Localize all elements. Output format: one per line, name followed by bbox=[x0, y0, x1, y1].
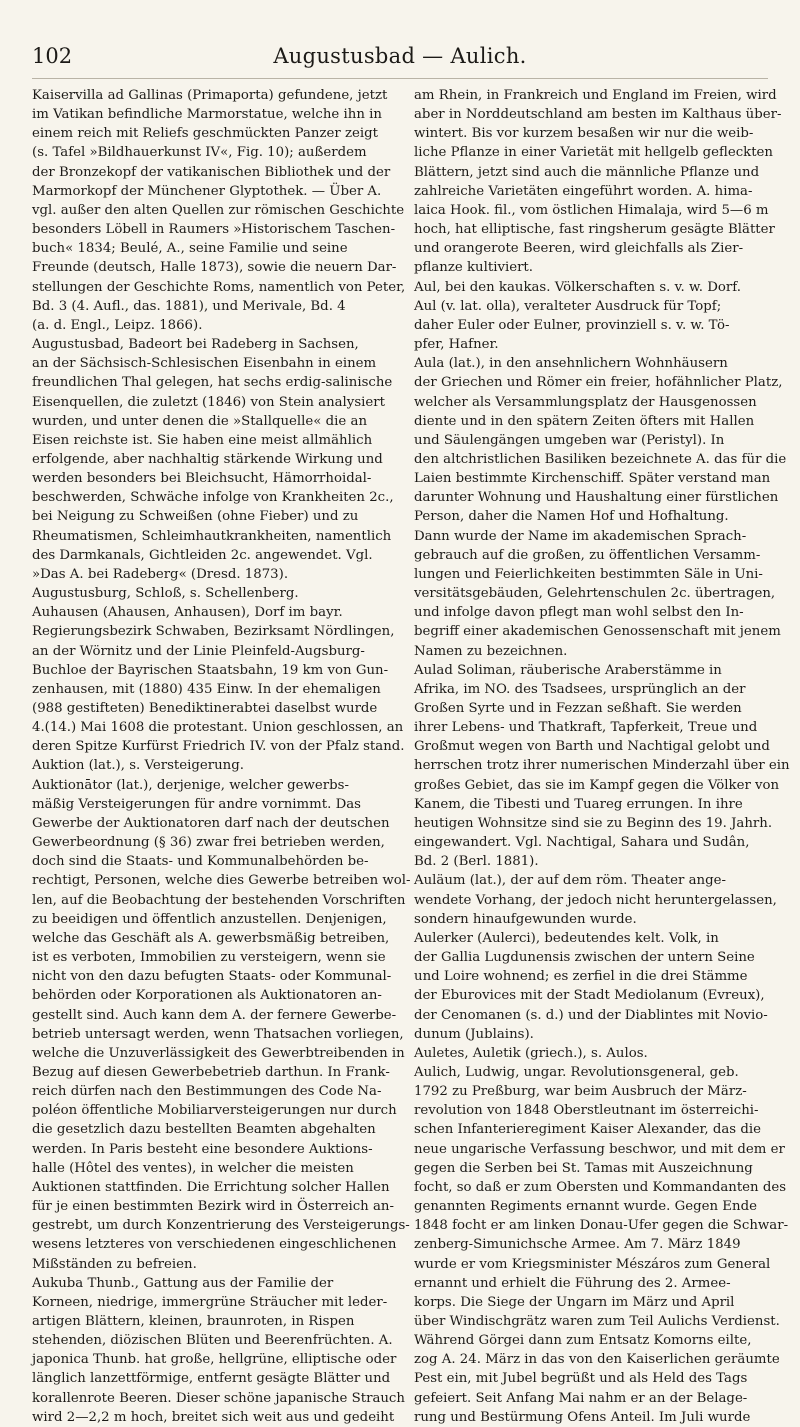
text-line: Rheumatismen, Schleimhautkrankheiten, namentlich bbox=[32, 528, 392, 544]
text-line: Afrika, im NO. des Tsadsees, ursprünglich an der bbox=[414, 681, 746, 697]
text-line: Großmut wegen von Barth und Nachtigal gelobt und bbox=[414, 739, 770, 755]
text-line: wird 2—2,2 m hoch, breitet sich weit aus und gedeiht bbox=[32, 1409, 395, 1425]
text-line: an der Sächsisch-Schlesischen Eisenbahn in einem bbox=[32, 356, 377, 372]
text-line: gebrauch auf die großen, zu öffentlichen Versamm- bbox=[414, 547, 761, 563]
text-line: laica Hook. fil., vom östlichen Himalaja, wird 5—6 m bbox=[414, 202, 769, 218]
text-line: Aula (lat.), in den ansehnlichern Wohnhäusern bbox=[414, 356, 728, 372]
text-line: zog A. 24. März in das von den Kaiserlichen geräumte bbox=[414, 1352, 780, 1368]
text-line: Auläum (lat.), der auf dem röm. Theater ange- bbox=[414, 873, 726, 889]
text-line: lungen und Feierlichkeiten bestimmten Säle in Uni- bbox=[414, 566, 763, 582]
text-line: japonica Thunb. hat große, hellgrüne, elliptische oder bbox=[32, 1352, 397, 1368]
text-line: Bezug auf diesen Gewerbebetrieb darthun. In Frank- bbox=[32, 1064, 390, 1080]
text-line: versitätsgebäuden, Gelehrtenschulen 2c. übertragen, bbox=[414, 586, 776, 602]
left-column bbox=[32, 86, 411, 1425]
text-line: eingewandert. Vgl. Nachtigal, Sahara und Sudân, bbox=[414, 835, 750, 851]
text-line: Blättern, jetzt sind auch die männliche Pflanze und bbox=[414, 164, 760, 180]
text-line: an der Wörnitz und der Linie Pleinfeld-Augsburg- bbox=[32, 643, 365, 659]
text-line: und infolge davon pflegt man wohl selbst den In- bbox=[414, 605, 744, 621]
text-line: len, auf die Beobachtung der bestehenden Vorschriften bbox=[32, 892, 406, 908]
text-line: und Loire wohnend; es zerfiel in die drei Stämme bbox=[414, 969, 748, 985]
text-line: am Rhein, in Frankreich und England im Freien, wird bbox=[414, 88, 777, 103]
text-line: Aulad Soliman, räuberische Araberstämme in bbox=[414, 662, 722, 678]
text-line: (a. d. Engl., Leipz. 1866). bbox=[32, 317, 203, 333]
text-line: großes Gebiet, das sie im Kampf gegen die Völker von bbox=[414, 777, 780, 793]
text-line: im Vatikan befindliche Marmorstatue, welche ihn in bbox=[32, 107, 382, 123]
text-line: der Cenomanen (s. d.) und der Diablintes mit Novio- bbox=[414, 1007, 768, 1023]
text-line: Augustusburg, Schloß, s. Schellenberg. bbox=[32, 586, 299, 602]
text-line: Auktion (lat.), s. Versteigerung. bbox=[32, 758, 244, 774]
text-line: herrschen trotz ihrer numerischen Minderzahl über ein bbox=[414, 758, 790, 774]
text-line: Aulich, Ludwig, ungar. Revolutionsgeneral, geb. bbox=[414, 1064, 739, 1080]
text-line: wurden, und unter denen die »Stallquelle« die an bbox=[32, 413, 368, 429]
text-line: zu beeidigen und öffentlich anzustellen. Denjenigen, bbox=[32, 911, 387, 927]
text-line: betrieb untersagt werden, wenn Thatsachen vorliegen, bbox=[32, 1026, 404, 1042]
text-line: doch sind die Staats- und Kommunalbehörden be- bbox=[32, 854, 369, 870]
text-line: Kanem, die Tibesti und Tuareg errungen. In ihre bbox=[414, 796, 743, 812]
text-line: liche Pflanze in einer Varietät mit hellgelb gefleckten bbox=[414, 145, 773, 161]
text-line: Auletes, Auletik (griech.), s. Aulos. bbox=[414, 1045, 648, 1061]
text-line: genannten Regiments ernannt wurde. Gegen Ende bbox=[414, 1199, 757, 1215]
text-line: wesens letzteres von verschiedenen eingeschlichenen bbox=[32, 1237, 397, 1253]
text-line: Augustusbad, Badeort bei Radeberg in Sachsen, bbox=[32, 337, 359, 353]
text-line: halle (Hôtel des ventes), in welcher die meisten bbox=[32, 1160, 354, 1176]
text-line: Eisenquellen, die zuletzt (1846) von Stein analysiert bbox=[32, 394, 385, 410]
text-line: rung und Bestürmung Ofens Anteil. Im Juli wurde bbox=[414, 1409, 751, 1425]
text-line: Auktionātor (lat.), derjenige, welcher gewerbs- bbox=[32, 777, 349, 793]
text-line: rechtigt, Personen, welche dies Gewerbe betreiben wol- bbox=[32, 873, 411, 889]
text-line: neue ungarische Verfassung beschwor, und mit dem er bbox=[414, 1141, 785, 1157]
text-line: begriff einer akademischen Genossenschaft mit jenem bbox=[414, 624, 781, 640]
text-columns bbox=[32, 86, 790, 1425]
text-line: werden besonders bei Bleichsucht, Hämorrhoidal- bbox=[32, 471, 372, 487]
text-line: Während Görgei dann zum Entsatz Komorns eilte, bbox=[414, 1333, 752, 1349]
text-line: vgl. außer den alten Quellen zur römischen Geschichte bbox=[32, 202, 405, 218]
text-line: Kaiservilla ad Gallinas (Primaporta) gefundene, jetzt bbox=[32, 88, 388, 103]
text-line: Gewerbeordnung (§ 36) zwar frei betrieben werden, bbox=[32, 835, 385, 851]
text-line: daher Euler oder Eulner, provinziell s. v. w. Tö- bbox=[414, 317, 730, 333]
text-line: Buchloe der Bayrischen Staatsbahn, 19 km von Gun- bbox=[32, 662, 389, 678]
text-line: (988 gestifteten) Benediktinerabtei daselbst wurde bbox=[32, 701, 378, 716]
text-line: länglich lanzettförmige, entfernt gesägte Blätter und bbox=[32, 1371, 391, 1387]
text-line: welche das Geschäft als A. gewerbsmäßig betreiben, bbox=[32, 930, 390, 946]
text-line: zenberg-Simunichsche Armee. Am 7. März 1849 bbox=[414, 1237, 741, 1253]
text-line: stellungen der Geschichte Roms, namentlich von Peter, bbox=[32, 279, 406, 295]
text-line: darunter Wohnung und Haushaltung einer fürstlichen bbox=[414, 490, 779, 506]
text-line: einem reich mit Reliefs geschmückten Panzer zeigt bbox=[32, 126, 378, 142]
text-line: zahlreiche Varietäten eingeführt worden. A. hima- bbox=[414, 183, 753, 199]
text-line: 1792 zu Preßburg, war beim Ausbruch der März- bbox=[414, 1084, 747, 1100]
text-line: der Eburovices mit der Stadt Mediolanum (Evreux), bbox=[414, 988, 765, 1004]
text-line: diente und in den spätern Zeiten öfters mit Hallen bbox=[414, 413, 755, 429]
text-line: der Gallia Lugdunensis zwischen der untern Seine bbox=[414, 950, 755, 966]
text-line: der Bronzekopf der vatikanischen Bibliothek und der bbox=[32, 164, 391, 180]
text-line: ist es verboten, Immobilien zu versteigern, wenn sie bbox=[32, 950, 386, 966]
text-line: buch« 1834; Beulé, A., seine Familie und seine bbox=[32, 241, 348, 257]
text-line: korallenrote Beeren. Dieser schöne japanische Strauch bbox=[32, 1390, 405, 1406]
text-line: der Griechen und Römer ein freier, hofähnlicher Platz, bbox=[414, 375, 783, 391]
text-line: und orangerote Beeren, wird gleichfalls als Zier- bbox=[414, 241, 744, 257]
text-line: gestellt sind. Auch kann dem A. der fernere Gewerbe- bbox=[32, 1007, 397, 1023]
text-line: 1848 focht er am linken Donau-Ufer gegen die Schwar- bbox=[414, 1218, 789, 1234]
text-line: ihrer Lebens- und Thatkraft, Tapferkeit, Treue und bbox=[414, 720, 758, 736]
page-header bbox=[32, 44, 768, 79]
text-line: freundlichen Thal gelegen, hat sechs erdig-salinische bbox=[32, 375, 393, 391]
text-line: welcher als Versammlungsplatz der Hausgenossen bbox=[414, 394, 757, 410]
text-line: heutigen Wohnsitze sind sie zu Beginn des 19. Jahrh. bbox=[414, 815, 773, 831]
text-line: Auktionen stattfinden. Die Errichtung solcher Hallen bbox=[32, 1179, 390, 1195]
text-line: Aulerker (Aulerci), bedeutendes kelt. Volk, in bbox=[414, 930, 719, 946]
text-line: und Säulengängen umgeben war (Peristyl). In bbox=[414, 432, 725, 448]
text-line: behörden oder Korporationen als Auktionatoren an- bbox=[32, 988, 382, 1004]
text-line: reich dürfen nach den Bestimmungen des Code Na- bbox=[32, 1084, 382, 1100]
text-line: gestrebt, um durch Konzentrierung des Versteigerungs- bbox=[32, 1218, 410, 1234]
text-line: Regierungsbezirk Schwaben, Bezirksamt Nördlingen, bbox=[32, 624, 395, 640]
text-line: artigen Blättern, kleinen, braunroten, in Rispen bbox=[32, 1314, 355, 1329]
text-line: deren Spitze Kurfürst Friedrich IV. von der Pfalz stand. bbox=[32, 739, 405, 755]
text-line: beschwerden, Schwäche infolge von Krankheiten 2c., bbox=[32, 490, 394, 506]
text-line: Gewerbe der Auktionatoren darf nach der deutschen bbox=[32, 815, 390, 831]
text-line: den altchristlichen Basiliken bezeichnete A. das für die bbox=[414, 451, 787, 467]
text-line: erfolgende, aber nachhaltig stärkende Wirkung und bbox=[32, 451, 383, 467]
text-line: bei Neigung zu Schweißen (ohne Fieber) und zu bbox=[32, 509, 359, 525]
text-line: wurde er vom Kriegsminister Mészáros zum General bbox=[414, 1256, 771, 1272]
text-line: die gesetzlich dazu bestellten Beamten abgehalten bbox=[32, 1122, 376, 1138]
text-line: aber in Norddeutschland am besten im Kalthaus über- bbox=[414, 107, 782, 123]
text-line: hoch, hat elliptische, fast ringsherum gesägte Blätter bbox=[414, 222, 775, 238]
text-line: korps. Die Siege der Ungarn im März und April bbox=[414, 1294, 735, 1310]
text-line: Eisen reichste ist. Sie haben eine meist allmählich bbox=[32, 432, 373, 448]
text-line: Bd. 3 (4. Aufl., das. 1881), und Merivale, Bd. 4 bbox=[32, 298, 346, 314]
text-line: Aukuba Thunb., Gattung aus der Familie der bbox=[32, 1275, 334, 1291]
text-line: poléon öffentliche Mobiliarversteigerungen nur durch bbox=[32, 1103, 397, 1119]
text-line: Aul (v. lat. olla), veralteter Ausdruck für Topf; bbox=[414, 298, 722, 314]
text-line: Korneen, niedrige, immergrüne Sträucher mit leder- bbox=[32, 1294, 388, 1310]
text-line: (s. Tafel »Bildhauerkunst IV«, Fig. 10); außerdem bbox=[32, 145, 367, 161]
text-line: Freunde (deutsch, Halle 1873), sowie die neuern Dar- bbox=[32, 260, 397, 276]
text-line: ernannt und erhielt die Führung des 2. Armee- bbox=[414, 1275, 731, 1291]
text-line: Laien bestimmte Kirchenschiff. Später verstand man bbox=[414, 471, 771, 487]
text-line: Großen Syrte und in Fezzan seßhaft. Sie werden bbox=[414, 701, 742, 716]
text-line: wendete Vorhang, der jedoch nicht heruntergelassen, bbox=[414, 892, 777, 908]
text-line: wintert. Bis vor kurzem besaßen wir nur die weib- bbox=[414, 126, 754, 142]
text-line: über Windischgrätz waren zum Teil Aulichs Verdienst. bbox=[414, 1314, 780, 1329]
text-line: mäßig Versteigerungen für andre vornimmt. Das bbox=[32, 796, 361, 812]
text-line: Mißständen zu befreien. bbox=[32, 1256, 197, 1272]
text-line: sondern hinaufgewunden wurde. bbox=[414, 911, 637, 927]
text-line: »Das A. bei Radeberg« (Dresd. 1873). bbox=[32, 566, 289, 582]
text-line: zenhausen, mit (1880) 435 Einw. In der ehemaligen bbox=[32, 681, 381, 697]
text-line: für je einen bestimmten Bezirk wird in Österreich an- bbox=[32, 1199, 394, 1215]
text-line: 4.(14.) Mai 1608 die protestant. Union geschlossen, an bbox=[32, 720, 404, 736]
text-line: werden. In Paris besteht eine besondere Auktions- bbox=[32, 1141, 373, 1157]
text-line: pfer, Hafner. bbox=[414, 337, 499, 353]
text-line: Marmorkopf der Münchener Glyptothek. — Über A. bbox=[32, 183, 382, 199]
text-line: focht, so daß er zum Obersten und Kommandanten des bbox=[414, 1179, 787, 1195]
text-line: Aul, bei den kaukas. Völkerschaften s. v. w. Dorf. bbox=[414, 279, 741, 295]
page-number: 102 bbox=[32, 44, 73, 68]
text-line: gefeiert. Seit Anfang Mai nahm er an der Belage- bbox=[414, 1390, 748, 1406]
text-line: revolution von 1848 Oberstleutnant im österreichi- bbox=[414, 1103, 759, 1119]
text-line: Auhausen (Ahausen, Anhausen), Dorf im bayr. bbox=[32, 605, 343, 621]
text-line: gegen die Serben bei St. Tamas mit Auszeichnung bbox=[414, 1160, 753, 1176]
text-line: Namen zu bezeichnen. bbox=[414, 643, 568, 659]
text-line: stehenden, diözischen Blüten und Beerenfrüchten. A. bbox=[32, 1333, 393, 1349]
text-line: besonders Löbell in Raumers »Historischem Taschen- bbox=[32, 222, 396, 238]
text-line: Pest ein, mit Jubel begrüßt und als Held des Tags bbox=[414, 1371, 748, 1387]
running-title: Augustusbad — Aulich. bbox=[273, 44, 527, 68]
right-column bbox=[404, 86, 790, 1425]
text-line: welche die Unzuverlässigkeit des Gewerbtreibenden in bbox=[32, 1045, 405, 1061]
text-line: des Darmkanals, Gichtleiden 2c. angewendet. Vgl. bbox=[32, 547, 373, 563]
text-line: dunum (Jublains). bbox=[414, 1026, 534, 1042]
text-line: pflanze kultiviert. bbox=[414, 260, 534, 276]
text-line: Bd. 2 (Berl. 1881). bbox=[414, 854, 539, 870]
text-line: Person, daher die Namen Hof und Hofhaltung. bbox=[414, 509, 729, 525]
text-line: schen Infanterieregiment Kaiser Alexander, das die bbox=[414, 1122, 761, 1138]
text-line: Dann wurde der Name im akademischen Sprach- bbox=[414, 528, 747, 544]
text-line: nicht von den dazu befugten Staats- oder Kommunal- bbox=[32, 969, 392, 985]
